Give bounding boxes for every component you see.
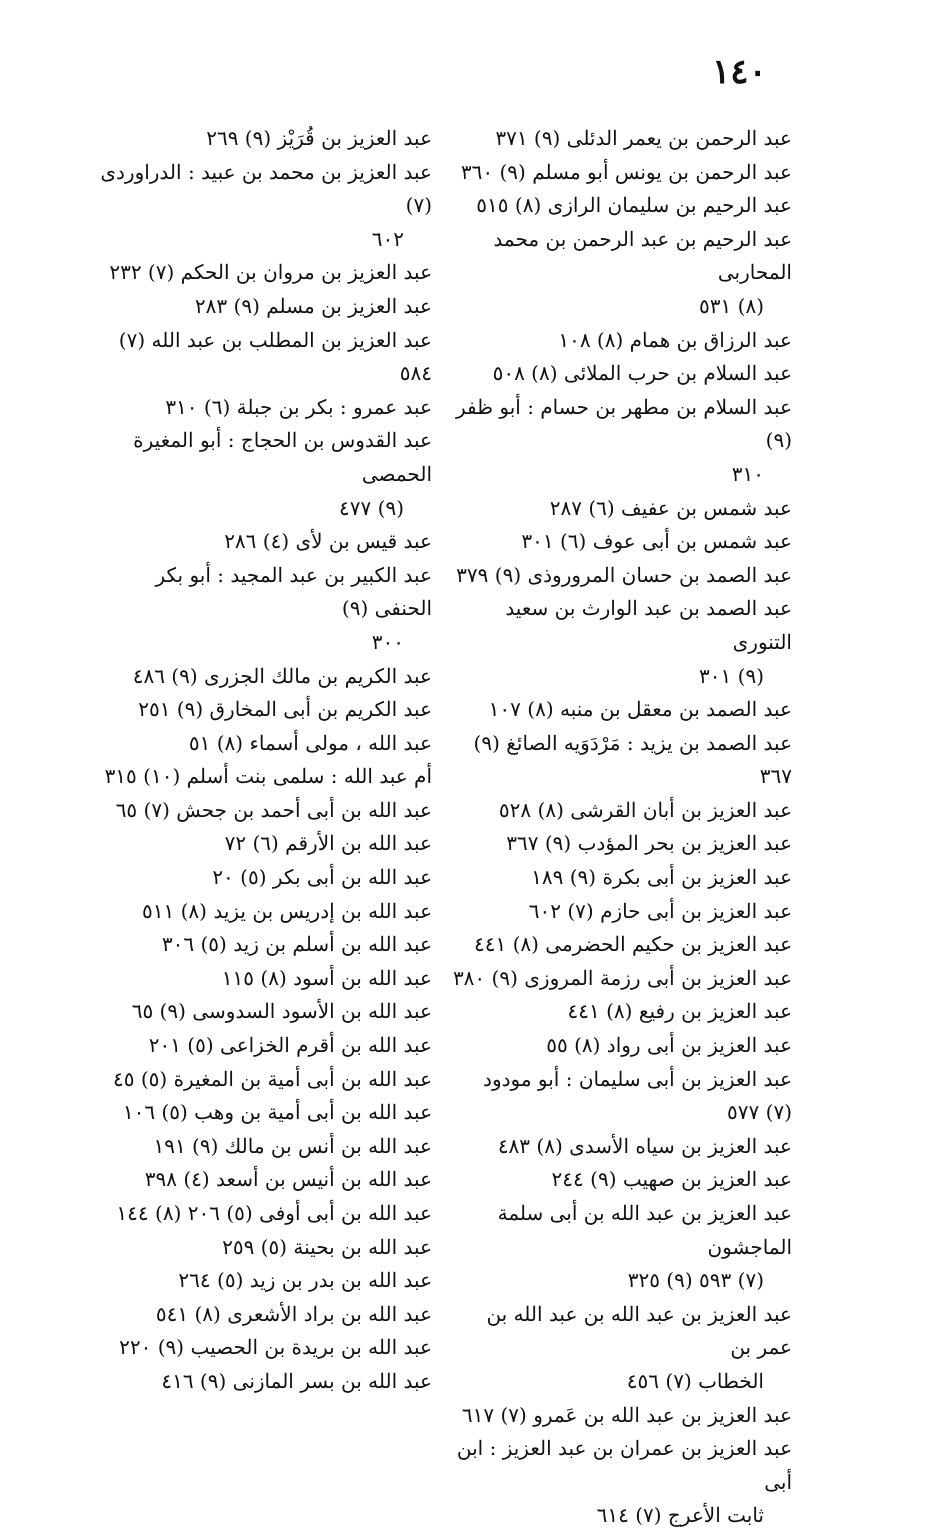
index-entry-text: عبد العزيز بن المطلب بن عبد الله (٧) ٥٨٤	[118, 327, 432, 386]
index-entry	[98, 1130, 432, 1164]
index-entry	[452, 559, 792, 593]
index-entry	[98, 424, 432, 525]
index-entry-text: عبد العزيز بن أبى بكرة (٩) ١٨٩	[531, 865, 792, 890]
index-entry	[452, 1399, 792, 1433]
index-entry	[452, 1197, 792, 1298]
index-entry	[452, 727, 792, 794]
index-entry	[98, 559, 432, 660]
index-entry	[452, 223, 792, 324]
index-entry-text: عبد الصمد بن معقل بن منبه (٨) ١٠٧	[488, 697, 792, 722]
index-entry	[452, 693, 792, 727]
index-entry-continuation: ٦٠٢	[371, 226, 404, 251]
index-entry-text: عبد الله بن بدر بن زيد (٥) ٢٦٤	[178, 1268, 432, 1293]
index-entry	[98, 1331, 432, 1365]
index-entry-text: عبد عمرو : بكر بن جبلة (٦) ٣١٠	[165, 394, 432, 419]
index-entry	[98, 391, 432, 425]
index-entry-text: عبد العزيز بن حكيم الحضرمى (٨) ٤٤١	[473, 932, 792, 957]
index-entry	[98, 962, 432, 996]
index-entry-text: عبد العزيز بن أبى حازم (٧) ٦٠٢	[528, 898, 792, 923]
index-entry-continuation: (٧) ٥٩٣ (٩) ٣٢٥	[627, 1268, 764, 1293]
index-entry-text: عبد الله بن إدريس بن يزيد (٨) ٥١١	[142, 898, 432, 923]
index-entry	[98, 1163, 432, 1197]
index-entry-text: عبد الرحمن بن يونس أبو مسلم (٩) ٣٦٠	[460, 159, 792, 184]
index-entry-text: عبد العزيز بن عمران بن عبد العزيز : ابن أبى	[456, 1436, 792, 1494]
index-entry	[98, 861, 432, 895]
index-entry	[98, 1096, 432, 1130]
index-entry-text: عبد العزيز بن صهيب (٩) ٢٤٤	[551, 1167, 792, 1192]
index-entry	[452, 995, 792, 1029]
index-entry	[98, 156, 432, 257]
index-entry	[98, 760, 432, 794]
index-entry	[98, 1231, 432, 1265]
index-entry	[98, 1197, 432, 1231]
index-entry-text: عبد العزيز بن عبد الله بن أبى سلمة الماجشون	[497, 1201, 792, 1259]
index-entry-text: عبد الرزاق بن همام (٨) ١٠٨	[558, 327, 792, 352]
index-entry	[98, 895, 432, 929]
index-entry-text: عبد العزيز بن أبان القرشى (٨) ٥٢٨	[498, 797, 792, 822]
index-column-right	[452, 122, 792, 1533]
index-entry-text: عبد شمس بن أبى عوف (٦) ٣٠١	[521, 529, 792, 554]
page-number: ١٤٠	[712, 52, 767, 92]
index-entry-text: عبد القدوس بن الحجاج : أبو المغيرة الحمصى	[133, 428, 432, 486]
index-entry-text: عبد العزيز بن عبد الله بن عبد الله بن عمر بن	[486, 1301, 792, 1360]
index-entry	[452, 592, 792, 693]
index-entry-text: عبد الصمد بن حسان المروروذى (٩) ٣٧٩	[456, 562, 792, 587]
index-entry-text: عبد الله بن أبى أحمد بن جحش (٧) ٦٥	[115, 797, 432, 822]
index-entry	[98, 290, 432, 324]
index-entry-text: عبد شمس بن عفيف (٦) ٢٨٧	[549, 495, 792, 520]
index-entry	[452, 962, 792, 996]
index-entry-text: عبد الله بن الأرقم (٦) ٧٢	[224, 831, 432, 856]
index-entry	[452, 156, 792, 190]
index-entry	[452, 1298, 792, 1399]
index-entry-continuation: (٩) ٣٠١	[699, 663, 764, 688]
index-entry	[98, 1298, 432, 1332]
index-entry-text: عبد العزيز بن محمد بن عبيد : الدراوردى (٧)	[100, 159, 432, 218]
index-entry-text: عبد السلام بن حرب الملائى (٨) ٥٠٨	[492, 361, 792, 386]
index-entry	[98, 660, 432, 694]
index-entry-text: عبد العزيز بن قُرَيْز (٩) ٢٦٩	[206, 126, 432, 150]
index-entry-text: عبد الله بن أنيس بن أسعد (٤) ٣٩٨	[144, 1167, 432, 1192]
index-entry	[98, 794, 432, 828]
index-entry-text: عبد العزيز بن أبى رواد (٨) ٥٥	[546, 1033, 792, 1058]
index-entry-text: عبد الرحمن بن يعمر الدئلى (٩) ٣٧١	[495, 126, 792, 150]
index-entry-text: عبد الله بن براد الأشعرى (٨) ٥٤١	[155, 1301, 432, 1326]
index-entry-text: عبد الله بن أبى بكر (٥) ٢٠	[212, 865, 432, 890]
index-entry	[98, 995, 432, 1029]
index-entry-continuation: (٩) ٤٧٧	[339, 495, 404, 520]
index-entry-text: عبد الله بن أقرم الخزاعى (٥) ٢٠١	[148, 1033, 432, 1058]
index-entry	[452, 525, 792, 559]
index-entry-text: عبد الله بن بحينة (٥) ٢٥٩	[222, 1234, 432, 1259]
index-entry	[98, 1063, 432, 1097]
index-column-left	[98, 122, 432, 1399]
index-entry-text: عبد السلام بن مطهر بن حسام : أبو ظفر (٩)	[455, 394, 792, 453]
index-entry-text: عبد العزيز بن مروان بن الحكم (٧) ٢٣٢	[109, 260, 432, 285]
index-entry-text: عبد العزيز بن مسلم (٩) ٢٨٣	[194, 293, 432, 318]
index-entry	[452, 189, 792, 223]
index-entry-text: عبد الكريم بن مالك الجزرى (٩) ٤٨٦	[132, 663, 432, 688]
index-entry	[98, 1264, 432, 1298]
index-entry-text: عبد الرحيم بن سليمان الرازى (٨) ٥١٥	[476, 193, 792, 218]
index-entry	[452, 492, 792, 526]
index-entry	[452, 357, 792, 391]
index-entry	[452, 391, 792, 492]
index-entry-text: عبد العزيز بن بحر المؤدب (٩) ٣٦٧	[506, 831, 792, 856]
index-entry	[98, 827, 432, 861]
index-entry-text: عبد الله بن أبى أمية بن المغيرة (٥) ٤٥	[113, 1066, 432, 1091]
index-entry	[452, 928, 792, 962]
index-entry-text: عبد الله بن أبى أمية بن وهب (٥) ١٠٦	[122, 1100, 432, 1125]
index-entry-text: عبد الله بن أنس بن مالك (٩) ١٩١	[153, 1133, 432, 1158]
index-entry-text: عبد قيس بن لأى (٤) ٢٨٦	[224, 529, 432, 554]
index-entry	[98, 122, 432, 156]
index-entry	[98, 1365, 432, 1399]
index-entry-continuation: ثابت الأعرج (٧) ٦١٤	[596, 1503, 764, 1528]
index-entry-text: عبد الله ، مولى أسماء (٨) ٥١	[188, 730, 432, 755]
index-entry-text: عبد الله بن أسود (٨) ١١٥	[221, 965, 432, 990]
index-entry	[452, 895, 792, 929]
index-entry	[98, 1029, 432, 1063]
index-entry	[452, 1130, 792, 1164]
index-entry-continuation: الخطاب (٧) ٤٥٦	[626, 1368, 764, 1393]
index-entry	[452, 827, 792, 861]
index-entry	[452, 1432, 792, 1533]
index-entry-text: عبد الرحيم بن عبد الرحمن بن محمد المحاربى	[493, 226, 792, 285]
index-entry-continuation: ٣٠٠	[371, 629, 404, 654]
index-entry-text: عبد العزيز بن عبد الله بن عَمرو (٧) ٦١٧	[461, 1402, 792, 1427]
index-entry-text: عبد العزيز بن أبى سليمان : أبو مودود (٧) ٥٧٧	[483, 1066, 792, 1125]
index-entry	[452, 324, 792, 358]
index-entry-text: عبد الله بن بسر المازنى (٩) ٤١٦	[161, 1368, 432, 1393]
index-entry	[452, 794, 792, 828]
index-entry-continuation: (٨) ٥٣١	[699, 293, 764, 318]
index-entry	[98, 693, 432, 727]
index-entry-text: عبد الله بن أبى أوفى (٥) ٢٠٦ (٨) ١٤٤	[116, 1201, 432, 1225]
index-entry-text: عبد الله بن الأسود السدوسى (٩) ٦٥	[131, 999, 432, 1024]
index-entry-text: عبد الكريم بن أبى المخارق (٩) ٢٥١	[138, 697, 432, 722]
index-entry-text: عبد العزيز بن رفيع (٨) ٤٤١	[567, 999, 792, 1024]
index-entry-text: عبد العزيز بن أبى رزمة المروزى (٩) ٣٨٠	[452, 965, 792, 990]
index-entry	[98, 525, 432, 559]
index-entry	[452, 861, 792, 895]
index-entry-text: عبد الله بن أسلم بن زيد (٥) ٣٠٦	[161, 932, 432, 957]
index-entry-text: عبد الله بن بريدة بن الحصيب (٩) ٢٢٠	[119, 1335, 432, 1360]
index-entry	[452, 122, 792, 156]
index-entry-text: عبد الصمد بن يزيد : مَرْدَوَيه الصائغ (٩) ٣٦٧	[473, 730, 792, 789]
index-entry	[98, 928, 432, 962]
index-entry-text: عبد الكبير بن عبد المجيد : أبو بكر الحنفى (٩)	[155, 562, 432, 621]
index-entry-text: عبد الصمد بن عبد الوارث بن سعيد التنورى	[505, 596, 792, 654]
index-entry	[98, 727, 432, 761]
index-entry	[452, 1163, 792, 1197]
index-entry-text: أم عبد الله : سلمى بنت أسلم (١٠) ٣١٥	[104, 764, 432, 789]
index-entry	[98, 256, 432, 290]
index-entry	[452, 1063, 792, 1130]
index-entry	[452, 1029, 792, 1063]
index-entry	[98, 324, 432, 391]
index-entry-continuation: ٣١٠	[731, 461, 764, 486]
index-entry-text: عبد العزيز بن سياه الأسدى (٨) ٤٨٣	[497, 1133, 792, 1158]
